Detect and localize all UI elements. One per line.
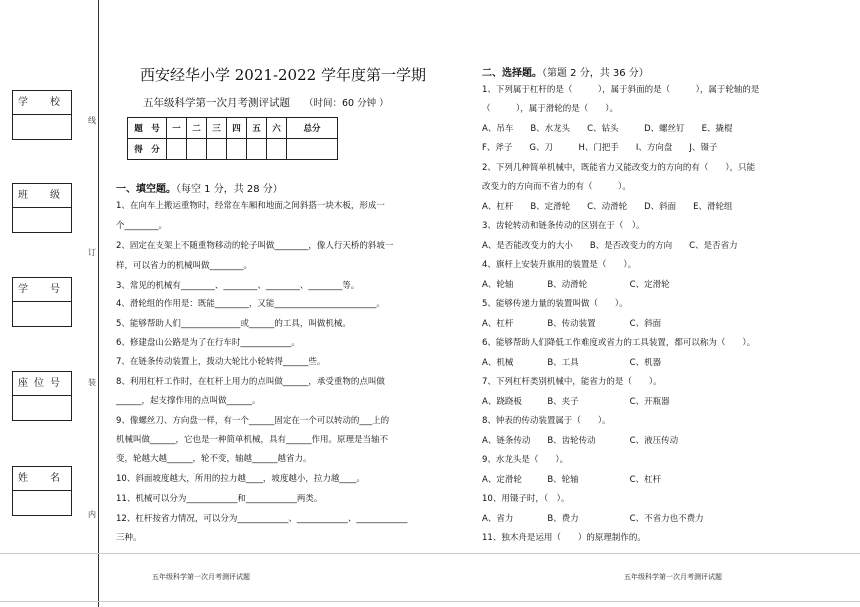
score-header-cell: 题 号 — [128, 118, 167, 139]
section-title: 二、选择题。 — [482, 68, 542, 79]
score-header-cell: 总分 — [287, 118, 338, 139]
page-title: 西安经华小学 2021-2022 学年度第一学期 — [140, 66, 426, 84]
question-line: 10、斜面坡度越大，所用的拉力越____，坡度越小，拉力越____。 — [116, 474, 365, 484]
score-header-cell: 二 — [187, 118, 207, 139]
section-points: （第题 2 分，共 36 分） — [542, 68, 649, 79]
question-line: 三种。 — [116, 533, 142, 543]
question-line: A、机械 B、工具 C、机器 — [482, 358, 662, 368]
question-line: F、斧子 G、刀 H、门把手 I、方向盘 J、镊子 — [482, 143, 718, 153]
score-cell[interactable] — [227, 139, 247, 160]
score-cell[interactable] — [167, 139, 187, 160]
question-line: A、吊车 B、水龙头 C、钻头 D、螺丝钉 E、撬棍 — [482, 124, 733, 134]
question-line: 9、像螺丝刀、方向盘一样，有一个______固定在一个可以转动的___上的 — [116, 416, 390, 426]
question-line: 12、杠杆按省力情况，可以分为____________、____________、____________ — [116, 514, 408, 524]
score-header-cell: 六 — [267, 118, 287, 139]
question-line: 4、滑轮组的作用是：既能________，又能________________________。 — [116, 299, 385, 309]
question-line: 1、下列属于杠杆的是（ ），属于斜面的是（ ），属于轮轴的是 — [482, 85, 760, 95]
question-line: 1、在向车上搬运重物时，经常在车厢和地面之间斜搭一块木板，形成一 — [116, 201, 385, 211]
score-label-cell: 得 分 — [128, 139, 167, 160]
question-line: 7、在链条传动装置上，拨动大轮比小轮转得______些。 — [116, 357, 326, 367]
binding-char: 内 — [88, 510, 96, 519]
score-header-cell: 四 — [227, 118, 247, 139]
question-line: A、是否能改变力的大小 B、是否改变力的方向 C、是否省力 — [482, 241, 738, 251]
score-header-cell: 一 — [167, 118, 187, 139]
school-label: 学 校 — [13, 91, 71, 115]
score-cell[interactable] — [207, 139, 227, 160]
question-line: 10、用镊子时，（ ）。 — [482, 494, 570, 504]
section-heading — [482, 64, 649, 79]
name-field[interactable] — [12, 466, 72, 516]
question-line: A、链条传动 B、齿轮传动 C、液压传动 — [482, 436, 679, 446]
class-label: 班 级 — [13, 184, 71, 208]
question-line: 个________。 — [116, 221, 168, 231]
question-line: 11、独木舟是运用（ ）的原理制作的。 — [482, 533, 646, 543]
question-line: 6、修建盘山公路是为了在行车时____________。 — [116, 338, 300, 348]
question-line: 3、齿轮转动和链条传动的区别在于（ ）。 — [482, 221, 645, 231]
question-line: A、轮轴 B、动滑轮 C、定滑轮 — [482, 280, 670, 290]
question-line: A、省力 B、费力 C、不省力也不费力 — [482, 514, 704, 524]
question-line: A、杠杆 B、定滑轮 C、动滑轮 D、斜面 E、滑轮组 — [482, 202, 733, 212]
page-footer: 五年级科学第一次月考测评试题 — [624, 573, 722, 581]
question-line: 2、固定在支架上不随重物移动的轮子叫做________，像人行天桥的斜坡一 — [116, 241, 394, 251]
divider — [0, 553, 860, 554]
binding-char: 订 — [88, 248, 96, 257]
question-line: 7、下列杠杆类别机械中，能省力的是（ ）。 — [482, 377, 662, 387]
question-line: 8、利用杠杆工作时，在杠杆上用力的点叫做______，承受重物的点叫做 — [116, 377, 385, 387]
binding-char: 装 — [88, 378, 96, 387]
subtitle-text: 五年级科学第一次月考测评试题 — [143, 97, 290, 109]
question-line: 机械叫做______，它也是一种简单机械，具有______作用。原理是当轴不 — [116, 435, 389, 445]
seat-number-field[interactable] — [12, 371, 72, 421]
student-id-field[interactable] — [12, 277, 72, 327]
seat-number-label: 座位号 — [13, 372, 71, 396]
question-line: A、杠杆 B、传动装置 C、斜面 — [482, 319, 662, 329]
section-points: （每空 1 分，共 28 分） — [176, 184, 283, 195]
question-line: （ ），属于滑轮的是（ ）。 — [482, 104, 619, 114]
score-table — [127, 117, 338, 160]
score-cell[interactable] — [187, 139, 207, 160]
score-cell[interactable] — [267, 139, 287, 160]
question-line: 4、旗杆上安装升旗用的装置是（ ）。 — [482, 260, 637, 270]
page-footer: 五年级科学第一次月考测评试题 — [152, 573, 250, 581]
question-line: A、跷跷板 B、夹子 C、开瓶器 — [482, 397, 670, 407]
student-id-label: 学 号 — [13, 278, 71, 302]
score-header-cell: 三 — [207, 118, 227, 139]
question-line: 9、水龙头是（ ）。 — [482, 455, 569, 465]
binding-line — [98, 0, 99, 607]
question-line: 变，轮越大越______，轮不变，轴越______越省力。 — [116, 454, 312, 464]
divider — [0, 601, 860, 602]
question-line: ______，起支撑作用的点叫做______。 — [116, 396, 261, 406]
score-header-row — [128, 118, 338, 139]
time-limit: （时间：60 分钟 ） — [304, 98, 389, 109]
question-line: 5、能够帮助人们______________或______的工具，叫做机械。 — [116, 319, 351, 329]
question-line: 11、机械可以分为____________和____________两类。 — [116, 494, 323, 504]
section-heading — [116, 180, 283, 195]
question-line: 8、钟表的传动装置属于（ ）。 — [482, 416, 611, 426]
score-header-cell: 五 — [247, 118, 267, 139]
question-line: 5、能够传递力量的装置叫做（ ）。 — [482, 299, 628, 309]
question-line: A、定滑轮 B、轮轴 C、杠杆 — [482, 475, 662, 485]
question-line: 2、下列几种简单机械中，既能省力又能改变力的方向的有（ ），只能 — [482, 163, 756, 173]
question-line: 样，可以省力的机械叫做________。 — [116, 261, 253, 271]
score-cell[interactable] — [247, 139, 267, 160]
question-line: 6、能够帮助人们降低工作难度或省力的工具装置，都可以称为（ ）。 — [482, 338, 756, 348]
question-line: 改变力的方向而不省力的有（ ）。 — [482, 182, 631, 192]
binding-char: 线 — [88, 116, 96, 125]
section-title: 一、填空题。 — [116, 184, 176, 195]
question-line: 3、常见的机械有________、________、________、________等。 — [116, 281, 360, 291]
score-cell[interactable] — [287, 139, 338, 160]
score-value-row — [128, 139, 338, 160]
school-field[interactable] — [12, 90, 72, 140]
class-field[interactable] — [12, 183, 72, 233]
name-label: 姓 名 — [13, 467, 71, 491]
exam-subtitle — [143, 95, 389, 110]
